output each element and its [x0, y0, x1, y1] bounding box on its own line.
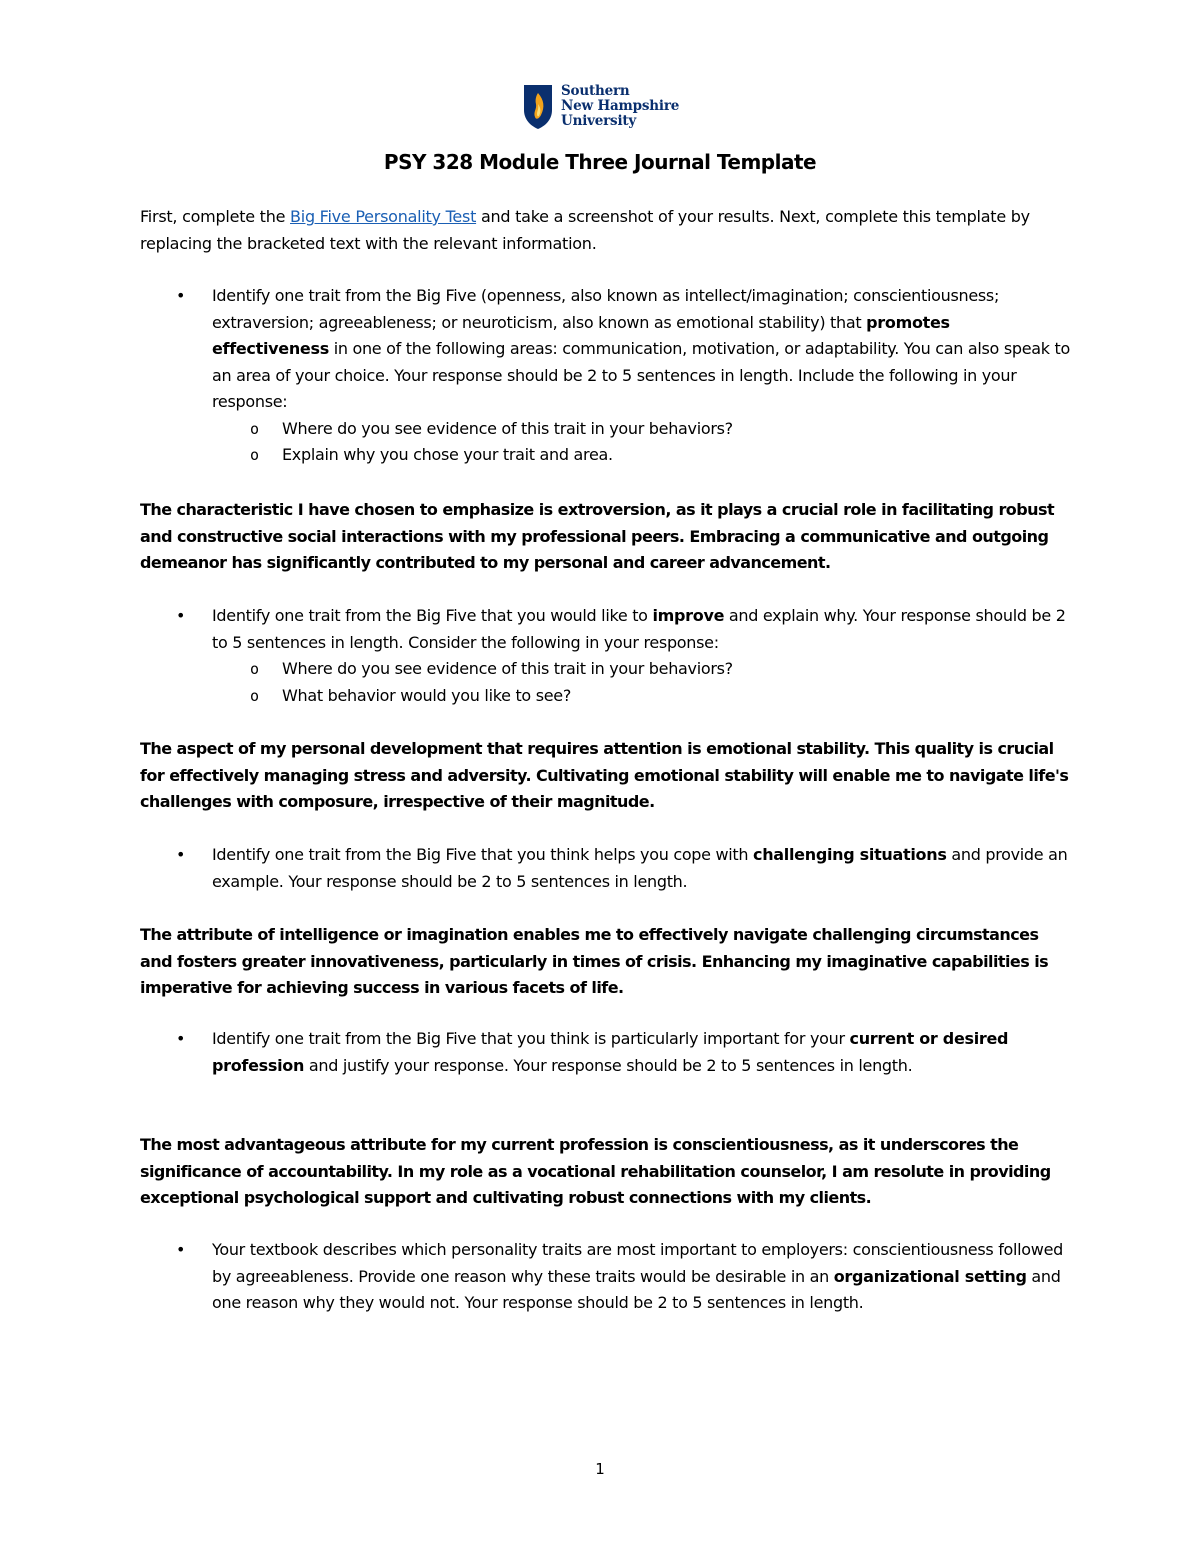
- document-title: PSY 328 Module Three Journal Template: [383, 150, 817, 174]
- prompt-emphasis: promotes effectiveness: [212, 312, 950, 358]
- bullet-icon: •: [176, 1029, 186, 1048]
- logo-line-3: University: [561, 113, 637, 129]
- prompt-emphasis: improve: [652, 606, 725, 625]
- sub-list-item: [140, 442, 1070, 469]
- prompt-text-end: and one reason why they would not. Your response should be 2 to 5 sentences in length.: [212, 1266, 1061, 1312]
- intro-text-start: First, complete the: [140, 207, 291, 226]
- sub-list: [140, 656, 1070, 709]
- bullet-icon: •: [176, 286, 186, 305]
- sub-bullet-icon: o: [250, 446, 259, 464]
- answer-text: The most advantageous attribute for my current profession is conscientiousness, as it underscores the significance of accountability. In my role as a vocational rehabilitation counselor, I am resolute in providing exceptional psychological support and cultivating robust connections with my clients.: [140, 1135, 1051, 1207]
- prompt-text-end: and provide an example. Your response should be 2 to 5 sentences in length.: [212, 845, 1068, 891]
- big-five-test-link[interactable]: Big Five Personality Test: [290, 207, 477, 226]
- sub-list-item: [140, 656, 1070, 683]
- prompt-text: Identify one trait from the Big Five that you think helps you cope with: [212, 845, 754, 864]
- sub-item-text: Where do you see evidence of this trait in your behaviors?: [282, 659, 733, 678]
- prompt-text: Identify one trait from the Big Five that you think is particularly important for your: [212, 1029, 850, 1048]
- sub-item-text: What behavior would you like to see?: [282, 685, 572, 705]
- university-logo: [523, 84, 679, 130]
- intro-text-end: and take a screenshot of your results. Next, complete this template by replacing the bracketed text with the relevant information.: [140, 207, 1030, 253]
- sub-item-text: Explain why you chose your trait and area.: [282, 445, 613, 464]
- prompt-emphasis: current or desired profession: [212, 1029, 1009, 1075]
- logo-line-2: New Hampshire: [561, 98, 680, 114]
- sub-list: [140, 416, 1070, 469]
- prompt-3: [140, 842, 1070, 895]
- university-wordmark: [561, 84, 679, 129]
- prompt-1: [140, 283, 1070, 469]
- sub-bullet-icon: o: [250, 686, 259, 705]
- list-item: [140, 842, 1070, 895]
- logo-line-1: Southern: [561, 83, 630, 99]
- prompt-text-end: and justify your response. Your response should be 2 to 5 sentences in length.: [304, 1055, 913, 1075]
- answer-text: The aspect of my personal development that requires attention is emotional stability. This quality is crucial for effectively managing stress and adversity. Cultivating emotional stability will enable me to navigate life's challenges with composure, irrespective of their magnitude.: [140, 739, 1069, 811]
- prompt-text: Identify one trait from the Big Five (openness, also known as intellect/imagination; conscientiousness; extraversion; agreeableness; or neuroticism, also known as emotional stability) that: [212, 286, 1000, 332]
- list-item: [140, 1237, 1070, 1317]
- page-number: 1: [595, 1460, 605, 1478]
- sub-bullet-icon: o: [250, 419, 259, 438]
- prompt-text: Your textbook describes which personality traits are most important to employers: conscientiousness followed by agreeableness. Provide one reason why these traits would be desirable in an: [212, 1240, 1063, 1286]
- answer-3: [140, 922, 1070, 1002]
- answer-4: [140, 1132, 1070, 1212]
- sub-list-item: [140, 416, 1070, 443]
- list-item: [140, 1026, 1070, 1079]
- prompt-emphasis: challenging situations: [753, 845, 947, 864]
- prompt-emphasis: organizational setting: [833, 1266, 1027, 1286]
- bullet-icon: •: [176, 1240, 186, 1259]
- answer-1: [140, 497, 1070, 577]
- prompt-5: [140, 1237, 1070, 1317]
- prompt-4: [140, 1026, 1070, 1079]
- bullet-icon: •: [176, 606, 186, 625]
- list-item: [140, 603, 1070, 656]
- prompt-text: Identify one trait from the Big Five that you would like to: [212, 606, 653, 625]
- intro-paragraph: [140, 204, 1070, 257]
- sub-item-text: Where do you see evidence of this trait in your behaviors?: [282, 418, 733, 438]
- prompt-2: [140, 603, 1070, 709]
- answer-text: The attribute of intelligence or imagination enables me to effectively navigate challenging circumstances and fosters greater innovativeness, particularly in times of crisis. Enhancing my imaginative capabilities is imperative for achieving success in various facets of life.: [140, 925, 1049, 997]
- sub-bullet-icon: o: [250, 660, 259, 678]
- sub-list-item: [140, 683, 1070, 710]
- answer-text: The characteristic I have chosen to emphasize is extroversion, as it plays a crucial role in facilitating robust and constructive social interactions with my professional peers. Embracing a communicative and outgoing demeanor has significantly contributed to my personal and career advancement.: [140, 500, 1055, 572]
- list-item: [140, 283, 1070, 416]
- answer-2: [140, 736, 1070, 816]
- prompt-text-end: in one of the following areas: communication, motivation, or adaptability. You can also speak to an area of your choice. Your response should be 2 to 5 sentences in length. Include the following in your response:: [212, 339, 1070, 411]
- prompt-text-end: and explain why. Your response should be 2 to 5 sentences in length. Consider the following in your response:: [212, 606, 1066, 652]
- bullet-icon: •: [176, 845, 186, 864]
- shield-flame-icon: [523, 84, 553, 130]
